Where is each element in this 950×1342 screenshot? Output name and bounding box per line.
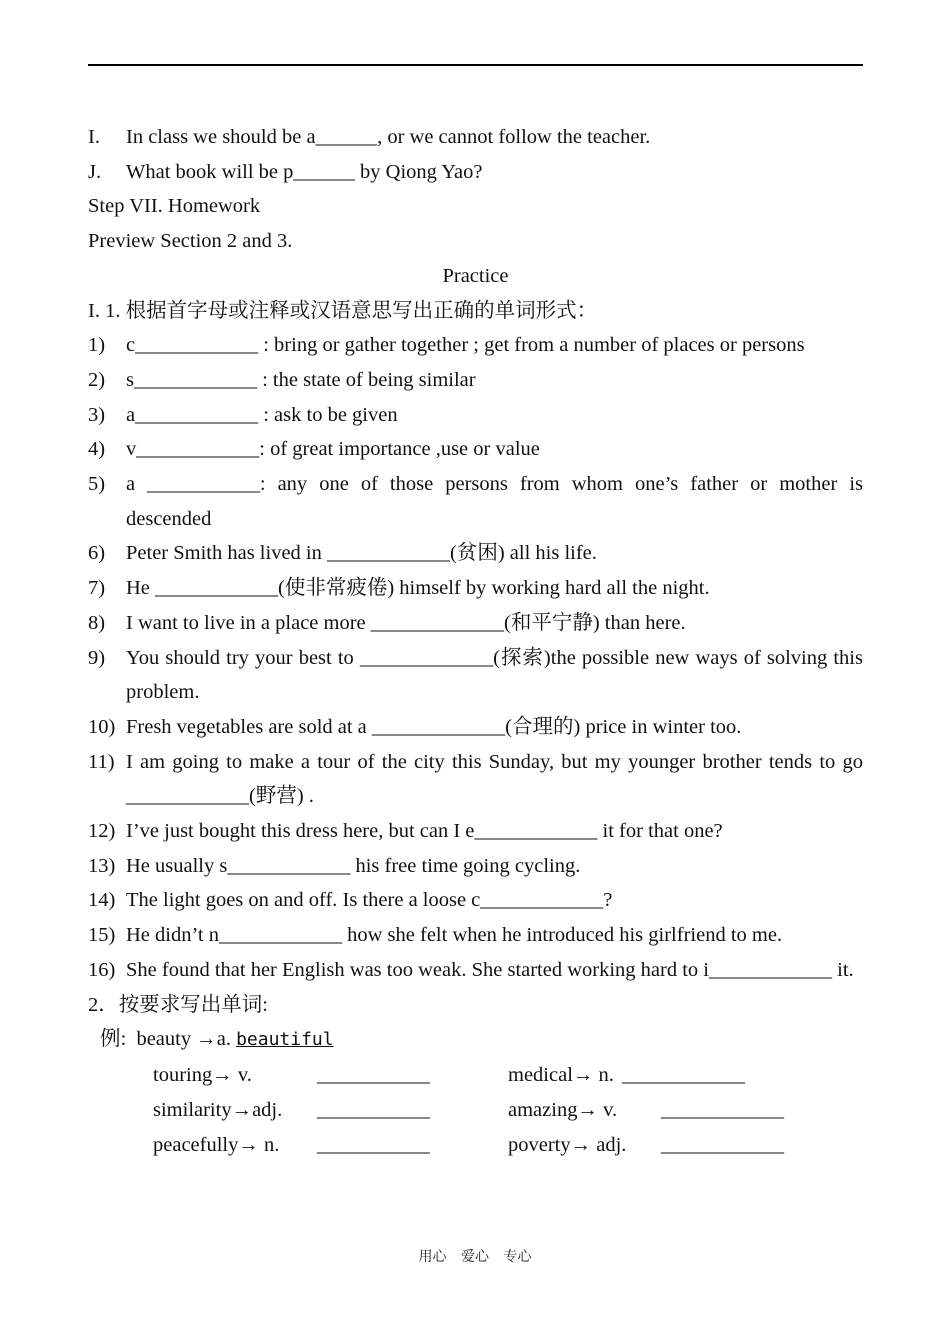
question-number: J.: [88, 160, 102, 183]
exercise-item: [88, 918, 863, 953]
exercise-text: You should try your best to _____________(探索)the possible new ways of solving this problem.: [126, 646, 863, 704]
exercise-item: [88, 398, 863, 433]
header-rule: [88, 64, 863, 66]
conversion-grid: [88, 1058, 863, 1162]
exercise-text: s____________ : the state of being similar: [126, 368, 476, 391]
exercise-item: [88, 745, 863, 814]
conversion-right: amazing→ v.: [508, 1098, 618, 1121]
exercise-number: 16): [88, 958, 116, 981]
exercise-text: She found that her English was too weak. She started working hard to i____________ it.: [126, 958, 854, 981]
section2-heading: 2．按要求写出单词:: [88, 993, 268, 1016]
exercise-item: [88, 328, 863, 363]
step-title: Step VII. Homework: [88, 195, 261, 218]
homework-text: Preview Section 2 and 3.: [88, 230, 293, 253]
exercise-text: He ____________(使非常疲倦) himself by working hard all the night.: [126, 577, 710, 600]
exercise-number: 3): [88, 403, 106, 426]
question-i: [88, 120, 863, 155]
practice-title: Practice: [442, 264, 509, 287]
exercise-number: 2): [88, 368, 106, 391]
question-number: I.: [88, 126, 100, 148]
conversion-blank: ____________: [661, 1098, 784, 1121]
exercise-item: [88, 710, 863, 745]
conversion-blank: ___________: [317, 1063, 430, 1086]
exercise-text: Fresh vegetables are sold at a _____________(合理的) price in winter too.: [126, 715, 742, 738]
exercise-text: v____________: of great importance ,use or value: [126, 438, 540, 461]
exercise-text: I am going to make a tour of the city this Sunday, but my younger brother tends to go ____________(野营) .: [126, 750, 863, 808]
conversion-right: poverty→ adj.: [508, 1133, 627, 1156]
conversion-blank: ___________: [317, 1098, 430, 1121]
question-text: What book will be p______ by Qiong Yao?: [126, 160, 483, 183]
exercise-text: He didn’t n____________ how she felt when he introduced his girlfriend to me.: [126, 924, 783, 947]
exercise-number: 10): [88, 715, 116, 738]
exercise-item: [88, 814, 863, 849]
exercise-text: I’ve just bought this dress here, but can I e____________ it for that one?: [126, 820, 723, 843]
conversion-right: medical→ n.: [508, 1063, 614, 1086]
exercise-number: 14): [88, 889, 116, 912]
exercise-item: [88, 953, 863, 988]
exercise-number: 7): [88, 577, 106, 600]
document-body: [88, 120, 863, 1162]
exercise-item: [88, 883, 863, 918]
example-answer: beautiful: [236, 1029, 334, 1051]
conversion-left: touring→ v.: [153, 1063, 252, 1086]
exercise-text: The light goes on and off. Is there a loose c____________?: [126, 889, 613, 912]
exercise-text: c____________ : bring or gather together ; get from a number of places or persons: [126, 334, 805, 357]
exercise-text: a ___________: any one of those persons from whom one’s father or mother is descended: [126, 473, 863, 530]
exercise-number: 1): [88, 334, 106, 357]
exercise-number: 9): [88, 646, 106, 669]
exercise-number: 13): [88, 854, 116, 877]
exercise-item: [88, 606, 863, 641]
conversion-blank: ____________: [661, 1133, 784, 1156]
exercise-item: [88, 363, 863, 398]
exercise-number: 15): [88, 924, 116, 947]
exercise-number: 4): [88, 438, 106, 461]
exercise-item: [88, 536, 863, 571]
exercise-number: 5): [88, 473, 106, 496]
exercise-item: [88, 641, 863, 710]
conversion-left: similarity→adj.: [153, 1098, 283, 1121]
section1-heading: I. 1. 根据首字母或注释或汉语意思写出正确的单词形式：: [88, 299, 598, 322]
question-text: In class we should be a______, or we cannot follow the teacher.: [126, 126, 651, 148]
exercise-list: [88, 328, 863, 987]
conversion-blank: ___________: [317, 1133, 430, 1156]
exercise-text: Peter Smith has lived in ____________(贫困) all his life.: [126, 542, 597, 565]
example-line: [88, 1022, 863, 1058]
conversion-blank: ____________: [622, 1063, 745, 1086]
exercise-number: 6): [88, 542, 106, 565]
question-j: [88, 155, 863, 190]
exercise-text: I want to live in a place more _____________(和平宁静) than here.: [126, 611, 686, 634]
exercise-number: 11): [88, 750, 115, 773]
exercise-item: [88, 432, 863, 467]
exercise-item: [88, 849, 863, 884]
exercise-number: 12): [88, 820, 116, 843]
exercise-item: [88, 571, 863, 606]
exercise-number: 8): [88, 611, 106, 634]
conversion-left: peacefully→ n.: [153, 1133, 280, 1156]
exercise-text: He usually s____________ his free time going cycling.: [126, 854, 581, 877]
example-prefix: 例: beauty →a.: [100, 1028, 237, 1051]
exercise-item: [88, 467, 863, 536]
exercise-text: a____________ : ask to be given: [126, 403, 398, 426]
page-footer: 用心 爱心 专心: [418, 1249, 532, 1265]
